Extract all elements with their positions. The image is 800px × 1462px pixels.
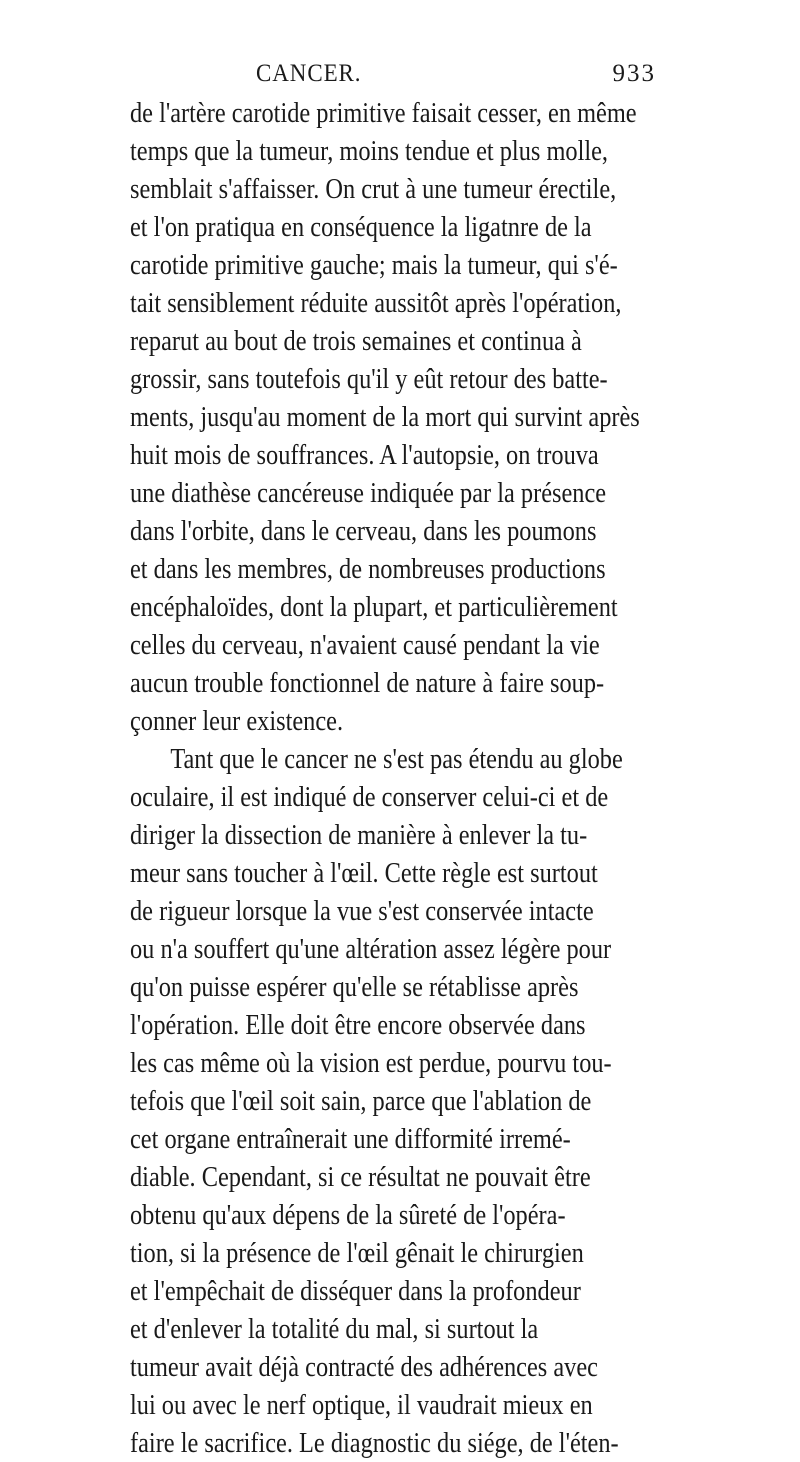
text-line: dans l'orbite, dans le cerveau, dans les poumons — [130, 515, 597, 547]
text-line: celles du cerveau, n'avaient causé pendant la vie — [130, 629, 600, 661]
text-line: lui ou avec le nerf optique, il vaudrait mieux en — [130, 1389, 593, 1421]
text-line: de rigueur lorsque la vue s'est conservée intacte — [130, 895, 594, 927]
text-line: encéphaloïdes, dont la plupart, et particulièrement — [130, 591, 618, 623]
text-line: tait sensiblement réduite aussitôt après l'opération, — [130, 287, 622, 319]
text-line: et dans les membres, de nombreuses productions — [130, 553, 606, 585]
text-line: et l'on pratiqua en conséquence la ligatnre de la — [130, 211, 592, 243]
text-line: meur sans toucher à l'œil. Cette règle est surtout — [130, 857, 598, 889]
body-text — [130, 94, 690, 1462]
text-line: l'opération. Elle doit être encore observée dans — [130, 1009, 586, 1041]
text-line: diriger la dissection de manière à enlever la tu- — [130, 819, 588, 851]
text-line: tion, si la présence de l'œil gênait le chirurgien — [130, 1237, 584, 1269]
text-line: et d'enlever la totalité du mal, si surtout la — [130, 1313, 539, 1345]
text-line: diable. Cependant, si ce résultat ne pouvait être — [130, 1161, 591, 1193]
text-line: les cas même où la vision est perdue, pourvu tou- — [130, 1047, 612, 1079]
paragraph-start-line: Tant que le cancer ne s'est pas étendu au globe — [170, 743, 623, 775]
text-line: grossir, sans toutefois qu'il y eût retour des batte- — [130, 363, 608, 395]
text-line: une diathèse cancéreuse indiquée par la présence — [130, 477, 607, 509]
text-line: qu'on puisse espérer qu'elle se rétablisse après — [130, 971, 579, 1003]
page-number: 933 — [612, 60, 656, 87]
text-line: tumeur avait déjà contracté des adhérences avec — [130, 1351, 598, 1383]
text-line: temps que la tumeur, moins tendue et plus molle, — [130, 135, 609, 167]
text-line: ments, jusqu'au moment de la mort qui survint après — [130, 401, 640, 433]
text-line: tefois que l'œil soit sain, parce que l'ablation de — [130, 1085, 592, 1117]
running-title: CANCER. — [256, 60, 362, 87]
text-line: huit mois de souffrances. A l'autopsie, on trouva — [130, 439, 599, 471]
text-line: aucun trouble fonctionnel de nature à faire soup- — [130, 667, 605, 699]
text-line: ou n'a souffert qu'une altération assez légère pour — [130, 933, 612, 965]
text-line: et l'empêchait de disséquer dans la profondeur — [130, 1275, 581, 1307]
text-line: cet organe entraînerait une difformité irremé- — [130, 1123, 571, 1155]
text-line: semblait s'affaisser. On crut à une tumeur érectile, — [130, 173, 617, 205]
text-line: obtenu qu'aux dépens de la sûreté de l'opéra- — [130, 1199, 566, 1231]
running-header — [250, 60, 660, 92]
text-line: de l'artère carotide primitive faisait cesser, en même — [130, 97, 637, 129]
text-line: oculaire, il est indiqué de conserver celui-ci et de — [130, 781, 609, 813]
text-line: faire le sacrifice. Le diagnostic du siége, de l'éten- — [130, 1427, 619, 1459]
text-line: reparut au bout de trois semaines et continua à — [130, 325, 582, 357]
text-line: çonner leur existence. — [130, 705, 344, 737]
text-line: carotide primitive gauche; mais la tumeur, qui s'é- — [130, 249, 618, 281]
